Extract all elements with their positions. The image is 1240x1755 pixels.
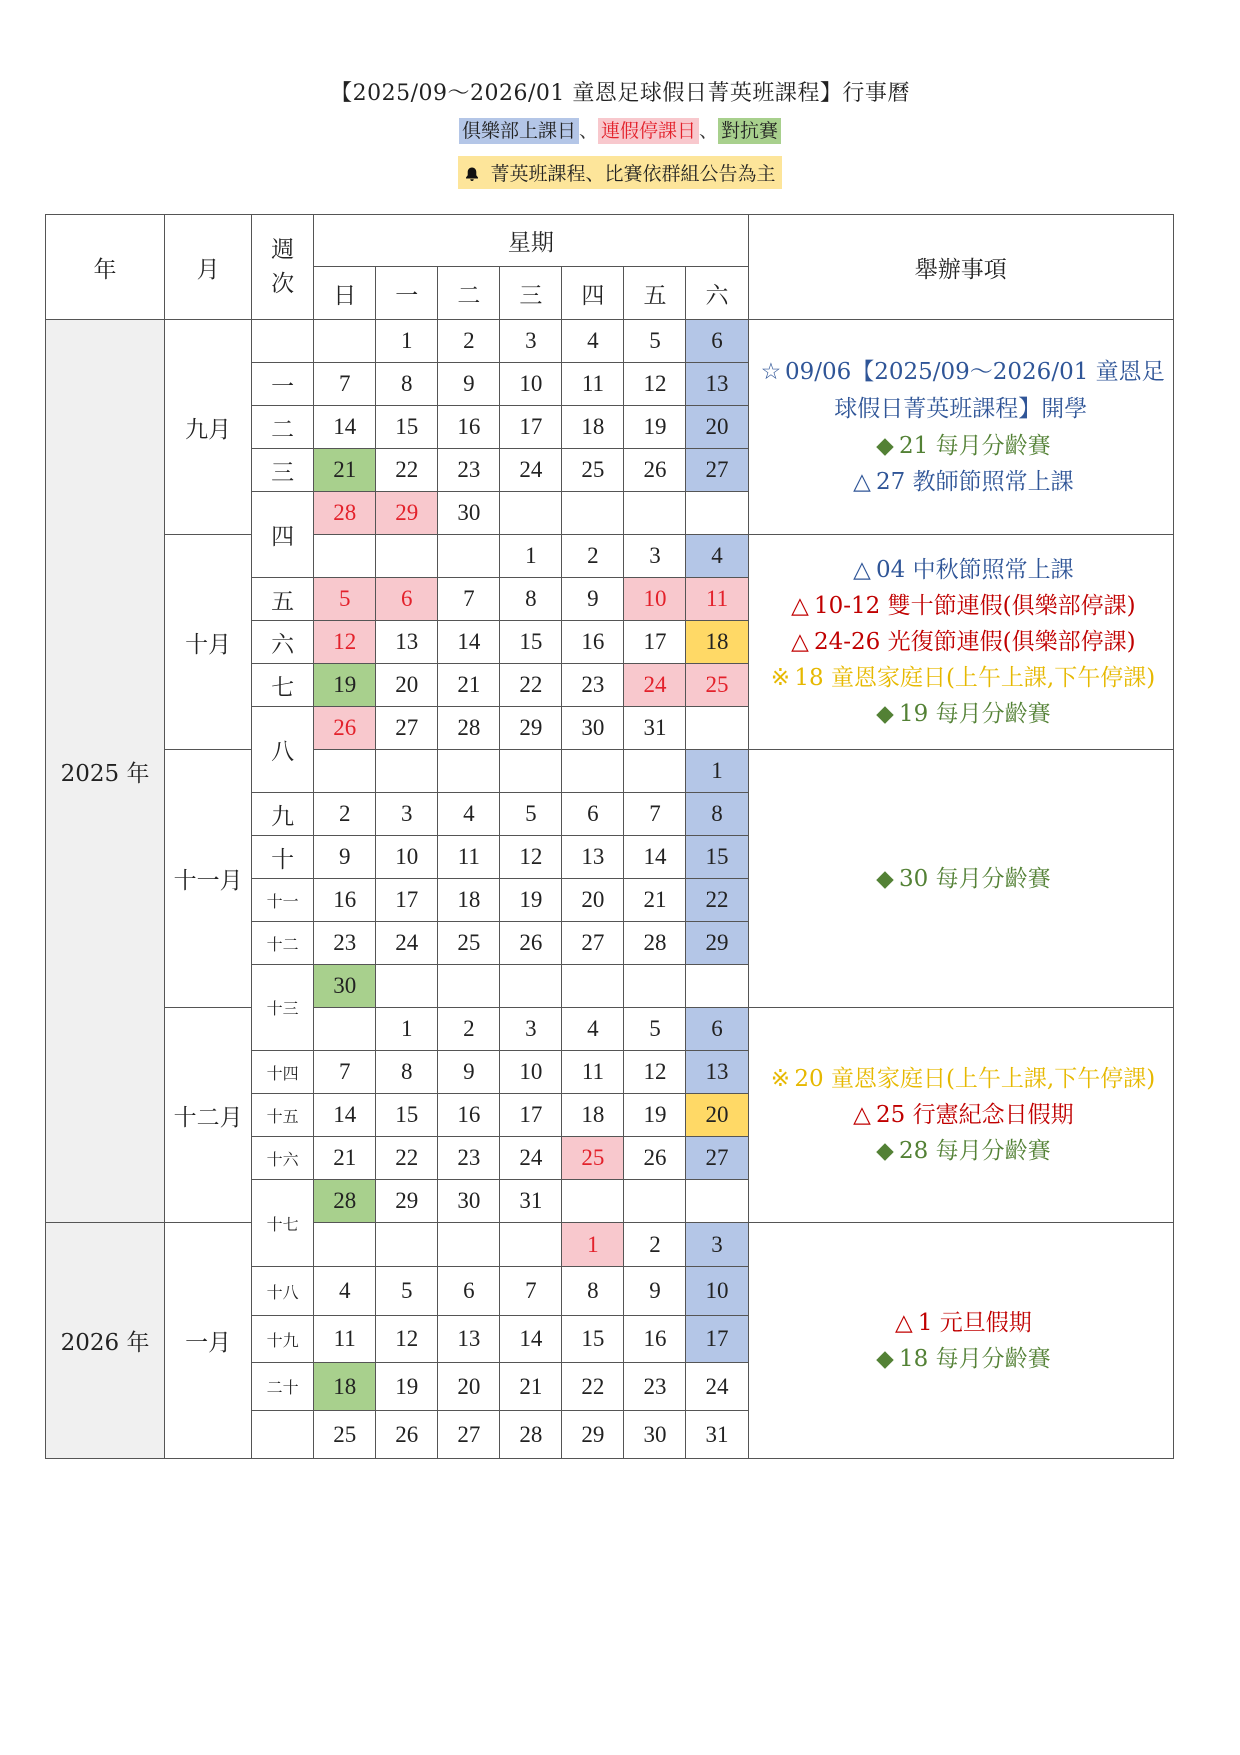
day-cell: 29 bbox=[500, 707, 562, 750]
day-cell: 8 bbox=[376, 1051, 438, 1094]
event-text: 21 每月分齡賽 bbox=[899, 433, 1051, 459]
day-cell: 18 bbox=[562, 1094, 624, 1137]
event-item bbox=[749, 1133, 1173, 1169]
event-text: 19 每月分齡賽 bbox=[899, 701, 1051, 727]
day-cell: 11 bbox=[686, 578, 748, 621]
day-cell: 30 bbox=[314, 965, 376, 1008]
header-year: 年 bbox=[46, 215, 165, 320]
day-cell: 5 bbox=[376, 1267, 438, 1316]
month-cell: 一月 bbox=[165, 1223, 252, 1459]
event-item bbox=[749, 1305, 1173, 1341]
day-cell: 25 bbox=[562, 449, 624, 492]
day-cell: 12 bbox=[314, 621, 376, 664]
day-cell: 1 bbox=[376, 320, 438, 363]
day-cell: 12 bbox=[624, 363, 686, 406]
day-cell: 17 bbox=[500, 406, 562, 449]
day-cell: 25 bbox=[438, 922, 500, 965]
day-cell: 27 bbox=[376, 707, 438, 750]
event-text: 04 中秋節照常上課 bbox=[876, 557, 1074, 583]
weekday-header: 五 bbox=[624, 267, 686, 320]
day-cell: 7 bbox=[500, 1267, 562, 1316]
day-cell: 12 bbox=[624, 1051, 686, 1094]
day-cell: 17 bbox=[624, 621, 686, 664]
week-cell: 十五 bbox=[252, 1094, 314, 1137]
day-cell: 22 bbox=[562, 1363, 624, 1411]
event-marker: △ bbox=[894, 1309, 913, 1336]
events-cell bbox=[748, 1223, 1173, 1459]
day-cell: 2 bbox=[314, 793, 376, 836]
day-cell: 21 bbox=[314, 1137, 376, 1180]
week-cell: 六 bbox=[252, 621, 314, 664]
day-cell: 15 bbox=[376, 406, 438, 449]
day-cell: 1 bbox=[500, 535, 562, 578]
day-cell: 26 bbox=[314, 707, 376, 750]
day-cell: 22 bbox=[686, 879, 748, 922]
day-cell: 23 bbox=[438, 1137, 500, 1180]
day-cell bbox=[438, 965, 500, 1008]
day-cell bbox=[500, 965, 562, 1008]
week-cell: 一 bbox=[252, 363, 314, 406]
day-cell: 12 bbox=[376, 1316, 438, 1363]
event-text: 10-12 雙十節連假(俱樂部停課) bbox=[814, 593, 1136, 619]
day-cell: 20 bbox=[686, 406, 748, 449]
day-cell: 28 bbox=[314, 1180, 376, 1223]
event-text: 18 童恩家庭日(上午上課,下午停課) bbox=[794, 665, 1156, 691]
day-cell: 21 bbox=[500, 1363, 562, 1411]
legend-club-day: 俱樂部上課日 bbox=[459, 118, 579, 144]
event-marker: ※ bbox=[770, 1066, 791, 1092]
event-text: 09/06【2025/09～2026/01 童恩足球假日菁英班課程】開學 bbox=[784, 359, 1165, 422]
weekday-header: 六 bbox=[686, 267, 748, 320]
day-cell: 24 bbox=[500, 1137, 562, 1180]
day-cell: 8 bbox=[562, 1267, 624, 1316]
event-marker: ◆ bbox=[876, 701, 894, 727]
week-cell: 二 bbox=[252, 406, 314, 449]
day-cell: 26 bbox=[500, 922, 562, 965]
day-cell bbox=[376, 535, 438, 578]
event-marker: ◆ bbox=[876, 1138, 894, 1164]
week-cell: 九 bbox=[252, 793, 314, 836]
event-item bbox=[749, 552, 1173, 588]
day-cell: 29 bbox=[562, 1411, 624, 1459]
day-cell: 29 bbox=[376, 492, 438, 535]
day-cell: 21 bbox=[624, 879, 686, 922]
month-cell: 十月 bbox=[165, 535, 252, 750]
note-text: 菁英班課程、比賽依群組公告為主 bbox=[490, 163, 776, 185]
event-text: 24-26 光復節連假(俱樂部停課) bbox=[814, 629, 1136, 655]
day-cell: 10 bbox=[500, 363, 562, 406]
day-cell: 30 bbox=[562, 707, 624, 750]
day-cell: 27 bbox=[686, 1137, 748, 1180]
event-item bbox=[749, 696, 1173, 732]
day-cell: 7 bbox=[438, 578, 500, 621]
event-text: 25 行憲紀念日假期 bbox=[876, 1102, 1074, 1128]
events-cell bbox=[748, 320, 1173, 535]
week-cell: 十六 bbox=[252, 1137, 314, 1180]
event-item bbox=[749, 464, 1173, 500]
day-cell: 23 bbox=[438, 449, 500, 492]
day-cell bbox=[686, 707, 748, 750]
day-cell: 5 bbox=[314, 578, 376, 621]
week-cell: 五 bbox=[252, 578, 314, 621]
event-marker: ※ bbox=[770, 665, 791, 691]
day-cell bbox=[686, 1180, 748, 1223]
day-cell: 13 bbox=[562, 836, 624, 879]
events-cell bbox=[748, 750, 1173, 1008]
day-cell: 18 bbox=[438, 879, 500, 922]
day-cell: 11 bbox=[562, 1051, 624, 1094]
day-cell bbox=[314, 750, 376, 793]
day-cell: 16 bbox=[438, 406, 500, 449]
day-cell: 27 bbox=[438, 1411, 500, 1459]
event-text: 28 每月分齡賽 bbox=[899, 1138, 1051, 1164]
day-cell: 25 bbox=[686, 664, 748, 707]
week-cell bbox=[252, 320, 314, 363]
day-cell bbox=[500, 492, 562, 535]
header-week: 週 次 bbox=[252, 215, 314, 320]
event-item bbox=[749, 1061, 1173, 1097]
day-cell: 9 bbox=[438, 363, 500, 406]
bell-icon bbox=[464, 166, 480, 182]
month-cell: 十一月 bbox=[165, 750, 252, 1008]
day-cell: 2 bbox=[624, 1223, 686, 1267]
day-cell: 15 bbox=[500, 621, 562, 664]
day-cell: 27 bbox=[686, 449, 748, 492]
header-weekday: 星期 bbox=[314, 215, 748, 267]
day-cell: 7 bbox=[624, 793, 686, 836]
weekday-header: 一 bbox=[376, 267, 438, 320]
day-cell bbox=[624, 492, 686, 535]
week-cell: 十二 bbox=[252, 922, 314, 965]
day-cell: 25 bbox=[562, 1137, 624, 1180]
month-cell: 九月 bbox=[165, 320, 252, 535]
day-cell: 4 bbox=[438, 793, 500, 836]
event-text: 1 元旦假期 bbox=[917, 1309, 1032, 1336]
calendar-row bbox=[46, 320, 1174, 363]
event-item bbox=[749, 588, 1173, 624]
day-cell: 9 bbox=[562, 578, 624, 621]
day-cell: 28 bbox=[500, 1411, 562, 1459]
event-marker: ◆ bbox=[876, 433, 894, 459]
day-cell: 6 bbox=[376, 578, 438, 621]
day-cell: 10 bbox=[500, 1051, 562, 1094]
event-marker: △ bbox=[853, 1102, 871, 1128]
day-cell: 19 bbox=[624, 406, 686, 449]
event-text: 30 每月分齡賽 bbox=[899, 865, 1051, 892]
day-cell bbox=[624, 750, 686, 793]
day-cell: 14 bbox=[624, 836, 686, 879]
day-cell: 24 bbox=[376, 922, 438, 965]
day-cell: 14 bbox=[314, 406, 376, 449]
day-cell bbox=[376, 965, 438, 1008]
day-cell: 13 bbox=[438, 1316, 500, 1363]
page-title: 【2025/09～2026/01 童恩足球假日菁英班課程】行事曆 bbox=[330, 81, 910, 106]
legend-separator: 、 bbox=[699, 120, 719, 142]
day-cell: 11 bbox=[562, 363, 624, 406]
day-cell: 25 bbox=[314, 1411, 376, 1459]
day-cell: 20 bbox=[686, 1094, 748, 1137]
event-item bbox=[749, 1341, 1173, 1377]
day-cell: 21 bbox=[314, 449, 376, 492]
week-cell: 八 bbox=[252, 707, 314, 793]
weekday-header: 日 bbox=[314, 267, 376, 320]
day-cell: 20 bbox=[562, 879, 624, 922]
day-cell: 6 bbox=[686, 1008, 748, 1051]
day-cell: 28 bbox=[314, 492, 376, 535]
event-text: 18 每月分齡賽 bbox=[899, 1345, 1051, 1372]
day-cell: 30 bbox=[624, 1411, 686, 1459]
week-cell: 十 bbox=[252, 836, 314, 879]
day-cell: 3 bbox=[686, 1223, 748, 1267]
day-cell: 1 bbox=[562, 1223, 624, 1267]
day-cell: 31 bbox=[500, 1180, 562, 1223]
event-item bbox=[749, 660, 1173, 696]
event-marker: ◆ bbox=[876, 865, 894, 892]
day-cell: 6 bbox=[562, 793, 624, 836]
day-cell: 5 bbox=[624, 1008, 686, 1051]
day-cell: 30 bbox=[438, 1180, 500, 1223]
day-cell: 31 bbox=[624, 707, 686, 750]
day-cell: 22 bbox=[376, 449, 438, 492]
day-cell: 16 bbox=[314, 879, 376, 922]
day-cell: 18 bbox=[314, 1363, 376, 1411]
day-cell bbox=[500, 750, 562, 793]
month-cell: 十二月 bbox=[165, 1008, 252, 1223]
day-cell bbox=[376, 1223, 438, 1267]
calendar-row bbox=[46, 1008, 1174, 1051]
week-cell: 十八 bbox=[252, 1267, 314, 1316]
day-cell: 11 bbox=[314, 1316, 376, 1363]
day-cell: 3 bbox=[500, 1008, 562, 1051]
day-cell: 4 bbox=[314, 1267, 376, 1316]
day-cell bbox=[624, 1180, 686, 1223]
day-cell: 24 bbox=[624, 664, 686, 707]
event-marker: ◆ bbox=[876, 1345, 894, 1372]
legend-separator: 、 bbox=[578, 120, 598, 142]
event-marker: △ bbox=[853, 557, 871, 583]
day-cell: 10 bbox=[624, 578, 686, 621]
week-cell: 三 bbox=[252, 449, 314, 492]
day-cell: 8 bbox=[376, 363, 438, 406]
day-cell: 6 bbox=[438, 1267, 500, 1316]
day-cell bbox=[562, 1180, 624, 1223]
week-cell: 二十 bbox=[252, 1363, 314, 1411]
event-item bbox=[749, 1097, 1173, 1133]
events-cell bbox=[748, 1008, 1173, 1223]
calendar-row bbox=[46, 1223, 1174, 1267]
day-cell: 29 bbox=[686, 922, 748, 965]
day-cell: 11 bbox=[438, 836, 500, 879]
day-cell bbox=[314, 320, 376, 363]
day-cell: 19 bbox=[500, 879, 562, 922]
day-cell: 2 bbox=[438, 1008, 500, 1051]
day-cell: 28 bbox=[624, 922, 686, 965]
day-cell: 5 bbox=[500, 793, 562, 836]
day-cell bbox=[438, 750, 500, 793]
day-cell: 17 bbox=[500, 1094, 562, 1137]
week-cell: 十一 bbox=[252, 879, 314, 922]
day-cell: 19 bbox=[376, 1363, 438, 1411]
day-cell: 1 bbox=[686, 750, 748, 793]
day-cell: 3 bbox=[500, 320, 562, 363]
day-cell: 20 bbox=[438, 1363, 500, 1411]
day-cell: 26 bbox=[624, 449, 686, 492]
event-item bbox=[749, 624, 1173, 660]
day-cell: 16 bbox=[562, 621, 624, 664]
week-cell: 十九 bbox=[252, 1316, 314, 1363]
day-cell: 31 bbox=[686, 1411, 748, 1459]
calendar-row bbox=[46, 535, 1174, 578]
day-cell: 24 bbox=[686, 1363, 748, 1411]
day-cell: 14 bbox=[438, 621, 500, 664]
day-cell: 26 bbox=[624, 1137, 686, 1180]
day-cell bbox=[438, 1223, 500, 1267]
day-cell: 23 bbox=[624, 1363, 686, 1411]
day-cell: 18 bbox=[562, 406, 624, 449]
day-cell: 7 bbox=[314, 363, 376, 406]
day-cell: 29 bbox=[376, 1180, 438, 1223]
event-marker: △ bbox=[791, 593, 809, 619]
day-cell: 5 bbox=[624, 320, 686, 363]
day-cell: 17 bbox=[686, 1316, 748, 1363]
legend-match: 對抗賽 bbox=[718, 118, 781, 144]
day-cell: 28 bbox=[438, 707, 500, 750]
events-cell bbox=[748, 535, 1173, 750]
event-text: 27 教師節照常上課 bbox=[876, 469, 1074, 495]
day-cell: 9 bbox=[314, 836, 376, 879]
event-item bbox=[749, 354, 1173, 428]
day-cell: 23 bbox=[562, 664, 624, 707]
day-cell: 4 bbox=[562, 320, 624, 363]
day-cell: 17 bbox=[376, 879, 438, 922]
day-cell bbox=[500, 1223, 562, 1267]
day-cell: 2 bbox=[562, 535, 624, 578]
legend bbox=[0, 116, 1240, 143]
calendar-table bbox=[45, 214, 1174, 1459]
day-cell: 13 bbox=[376, 621, 438, 664]
day-cell: 22 bbox=[376, 1137, 438, 1180]
day-cell bbox=[686, 492, 748, 535]
week-cell: 七 bbox=[252, 664, 314, 707]
day-cell: 15 bbox=[562, 1316, 624, 1363]
header-month: 月 bbox=[165, 215, 252, 320]
header-events: 舉辦事項 bbox=[748, 215, 1173, 320]
event-marker: △ bbox=[791, 629, 809, 655]
year-cell: 2025 年 bbox=[46, 320, 165, 1223]
day-cell: 15 bbox=[686, 836, 748, 879]
day-cell: 19 bbox=[314, 664, 376, 707]
day-cell: 21 bbox=[438, 664, 500, 707]
day-cell: 27 bbox=[562, 922, 624, 965]
day-cell bbox=[686, 965, 748, 1008]
legend-holiday: 連假停課日 bbox=[598, 118, 699, 144]
event-text: 20 童恩家庭日(上午上課,下午停課) bbox=[794, 1066, 1156, 1092]
day-cell: 8 bbox=[500, 578, 562, 621]
day-cell: 16 bbox=[624, 1316, 686, 1363]
day-cell: 23 bbox=[314, 922, 376, 965]
calendar-row bbox=[46, 750, 1174, 793]
day-cell: 18 bbox=[686, 621, 748, 664]
week-cell: 十四 bbox=[252, 1051, 314, 1094]
weekday-header: 二 bbox=[438, 267, 500, 320]
day-cell: 15 bbox=[376, 1094, 438, 1137]
year-cell: 2026 年 bbox=[46, 1223, 165, 1459]
announcement-note bbox=[0, 156, 1240, 189]
day-cell: 6 bbox=[686, 320, 748, 363]
day-cell: 9 bbox=[624, 1267, 686, 1316]
week-cell: 十七 bbox=[252, 1180, 314, 1267]
day-cell: 30 bbox=[438, 492, 500, 535]
day-cell: 3 bbox=[376, 793, 438, 836]
day-cell: 7 bbox=[314, 1051, 376, 1094]
day-cell: 26 bbox=[376, 1411, 438, 1459]
day-cell: 14 bbox=[500, 1316, 562, 1363]
day-cell: 10 bbox=[686, 1267, 748, 1316]
day-cell bbox=[376, 750, 438, 793]
day-cell bbox=[624, 965, 686, 1008]
week-cell: 四 bbox=[252, 492, 314, 578]
day-cell: 3 bbox=[624, 535, 686, 578]
day-cell bbox=[562, 750, 624, 793]
day-cell bbox=[314, 1008, 376, 1051]
day-cell: 22 bbox=[500, 664, 562, 707]
day-cell bbox=[562, 492, 624, 535]
day-cell: 12 bbox=[500, 836, 562, 879]
day-cell: 16 bbox=[438, 1094, 500, 1137]
weekday-header: 三 bbox=[500, 267, 562, 320]
day-cell bbox=[314, 535, 376, 578]
week-cell: 十三 bbox=[252, 965, 314, 1051]
day-cell: 4 bbox=[686, 535, 748, 578]
day-cell: 2 bbox=[438, 320, 500, 363]
day-cell: 9 bbox=[438, 1051, 500, 1094]
event-marker: ☆ bbox=[760, 359, 782, 385]
event-item bbox=[749, 861, 1173, 897]
day-cell bbox=[562, 965, 624, 1008]
day-cell: 14 bbox=[314, 1094, 376, 1137]
day-cell: 8 bbox=[686, 793, 748, 836]
week-cell bbox=[252, 1411, 314, 1459]
day-cell: 20 bbox=[376, 664, 438, 707]
day-cell bbox=[438, 535, 500, 578]
day-cell: 13 bbox=[686, 1051, 748, 1094]
day-cell: 10 bbox=[376, 836, 438, 879]
day-cell: 13 bbox=[686, 363, 748, 406]
day-cell: 4 bbox=[562, 1008, 624, 1051]
weekday-header: 四 bbox=[562, 267, 624, 320]
day-cell: 19 bbox=[624, 1094, 686, 1137]
day-cell bbox=[314, 1223, 376, 1267]
day-cell: 24 bbox=[500, 449, 562, 492]
event-item bbox=[749, 428, 1173, 464]
day-cell: 1 bbox=[376, 1008, 438, 1051]
event-marker: △ bbox=[853, 469, 871, 495]
